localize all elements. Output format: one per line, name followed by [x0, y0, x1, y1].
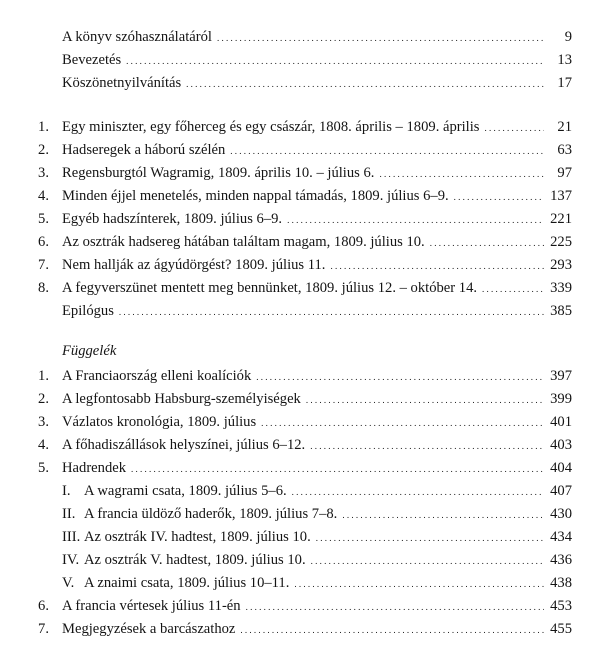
entry-number: 3. — [38, 165, 49, 181]
toc-entry — [0, 278, 600, 299]
toc-entry — [0, 435, 600, 456]
entry-page: 339 — [550, 280, 572, 296]
leader-dots — [484, 117, 544, 139]
toc-entry — [0, 412, 600, 433]
entry-number: 5. — [38, 211, 49, 227]
entry-title: Az osztrák V. hadtest, 1809. július 10. — [84, 552, 306, 568]
toc-entry — [0, 255, 600, 276]
entry-page: 137 — [550, 188, 572, 204]
entry-page: 221 — [550, 211, 572, 227]
entry-number: 1. — [38, 368, 49, 384]
entry-page: 401 — [550, 414, 572, 430]
leader-dots — [310, 435, 544, 457]
entry-page: 407 — [550, 483, 572, 499]
entry-title: Egyéb hadszínterek, 1809. július 6–9. — [62, 211, 283, 227]
entry-title: A Franciaország elleni koalíciók — [62, 368, 252, 384]
appendix-heading: Függelék — [62, 343, 117, 359]
sub-entry-numeral: V. — [62, 575, 75, 591]
toc-entry — [0, 232, 600, 253]
entry-title: Vázlatos kronológia, 1809. július — [62, 414, 257, 430]
entry-number: 6. — [38, 234, 49, 250]
toc-entry — [0, 117, 600, 138]
entry-page: 453 — [550, 598, 572, 614]
entry-number: 1. — [38, 119, 49, 135]
leader-dots — [482, 278, 544, 300]
entry-title: A fegyverszünet mentett meg bennünket, 1809. július 12. – október 14. — [62, 280, 478, 296]
entry-title: Az osztrák hadsereg hátában találtam magam, 1809. július 10. — [62, 234, 425, 250]
entry-page: 434 — [550, 529, 572, 545]
entry-title: A legfontosabb Habsburg-személyiségek — [62, 391, 301, 407]
entry-page: 385 — [550, 303, 572, 319]
entry-title: Regensburgtól Wagramig, 1809. április 10. – július 6. — [62, 165, 375, 181]
toc-sub-entry — [0, 527, 600, 548]
sub-entry-numeral: I. — [62, 483, 71, 499]
entry-page: 438 — [550, 575, 572, 591]
toc-entry — [0, 458, 600, 479]
entry-page: 404 — [550, 460, 572, 476]
toc-entry — [0, 301, 600, 322]
entry-page: 293 — [550, 257, 572, 273]
leader-dots — [126, 50, 544, 72]
toc-entry — [0, 140, 600, 161]
entry-title: Megjegyzések a barcászathoz — [62, 621, 236, 637]
entry-page: 17 — [557, 75, 572, 91]
entry-page: 436 — [550, 552, 572, 568]
entry-number: 5. — [38, 460, 49, 476]
toc-entry — [0, 73, 600, 94]
entry-number: 4. — [38, 188, 49, 204]
entry-page: 97 — [557, 165, 572, 181]
entry-page: 403 — [550, 437, 572, 453]
entry-title: Hadseregek a háború szélén — [62, 142, 226, 158]
leader-dots — [379, 163, 544, 185]
entry-title: Minden éjjel menetelés, minden nappal támadás, 1809. július 6–9. — [62, 188, 449, 204]
entry-title: Bevezetés — [62, 52, 122, 68]
leader-dots — [131, 458, 544, 480]
leader-dots — [294, 573, 544, 595]
entry-title: Köszönetnyilvánítás — [62, 75, 182, 91]
entry-number: 7. — [38, 257, 49, 273]
toc-entry — [0, 209, 600, 230]
toc-entry — [0, 389, 600, 410]
toc-entry — [0, 366, 600, 387]
entry-title: A könyv szóhasználatáról — [62, 29, 212, 45]
leader-dots — [330, 255, 544, 277]
entry-title: A francia üldöző haderők, 1809. július 7–8. — [84, 506, 338, 522]
entry-page: 455 — [550, 621, 572, 637]
entry-page: 430 — [550, 506, 572, 522]
sub-entry-numeral: III. — [62, 529, 81, 545]
entry-page: 397 — [550, 368, 572, 384]
leader-dots — [430, 232, 544, 254]
sub-entry-numeral: II. — [62, 506, 76, 522]
entry-number: 2. — [38, 391, 49, 407]
toc-sub-entry — [0, 573, 600, 594]
entry-page: 9 — [564, 29, 572, 45]
toc-entry — [0, 27, 600, 48]
entry-number: 8. — [38, 280, 49, 296]
leader-dots — [230, 140, 544, 162]
leader-dots — [186, 73, 544, 95]
entry-number: 4. — [38, 437, 49, 453]
leader-dots — [217, 27, 544, 49]
toc-sub-entry — [0, 550, 600, 571]
toc-sub-entry — [0, 481, 600, 502]
entry-title: Hadrendek — [62, 460, 127, 476]
entry-number: 6. — [38, 598, 49, 614]
toc-entry — [0, 186, 600, 207]
toc-sub-entry — [0, 504, 600, 525]
entry-number: 2. — [38, 142, 49, 158]
leader-dots — [454, 186, 544, 208]
entry-title: A znaimi csata, 1809. július 10–11. — [84, 575, 290, 591]
leader-dots — [246, 596, 544, 618]
leader-dots — [287, 209, 544, 231]
entry-title: Egy miniszter, egy főherceg és egy császár, 1808. április – 1809. április — [62, 119, 480, 135]
entry-page: 225 — [550, 234, 572, 250]
leader-dots — [240, 619, 544, 641]
entry-page: 63 — [557, 142, 572, 158]
entry-title: A wagrami csata, 1809. július 5–6. — [84, 483, 287, 499]
entry-page: 13 — [557, 52, 572, 68]
leader-dots — [292, 481, 544, 503]
entry-title: Nem hallják az ágyúdörgést? 1809. július 11. — [62, 257, 326, 273]
leader-dots — [342, 504, 544, 526]
entry-page: 399 — [550, 391, 572, 407]
leader-dots — [316, 527, 544, 549]
entry-title: Epilógus — [62, 303, 114, 319]
toc-entry — [0, 619, 600, 640]
entry-number: 3. — [38, 414, 49, 430]
leader-dots — [256, 366, 544, 388]
entry-title: A francia vértesek július 11-én — [62, 598, 241, 614]
entry-title: Az osztrák IV. hadtest, 1809. július 10. — [84, 529, 311, 545]
toc-entry — [0, 163, 600, 184]
entry-number: 7. — [38, 621, 49, 637]
leader-dots — [311, 550, 544, 572]
leader-dots — [261, 412, 544, 434]
leader-dots — [306, 389, 544, 411]
leader-dots — [119, 301, 544, 323]
toc-entry — [0, 50, 600, 71]
sub-entry-numeral: IV. — [62, 552, 80, 568]
entry-page: 21 — [557, 119, 572, 135]
toc-entry — [0, 596, 600, 617]
entry-title: A főhadiszállások helyszínei, július 6–12. — [62, 437, 306, 453]
